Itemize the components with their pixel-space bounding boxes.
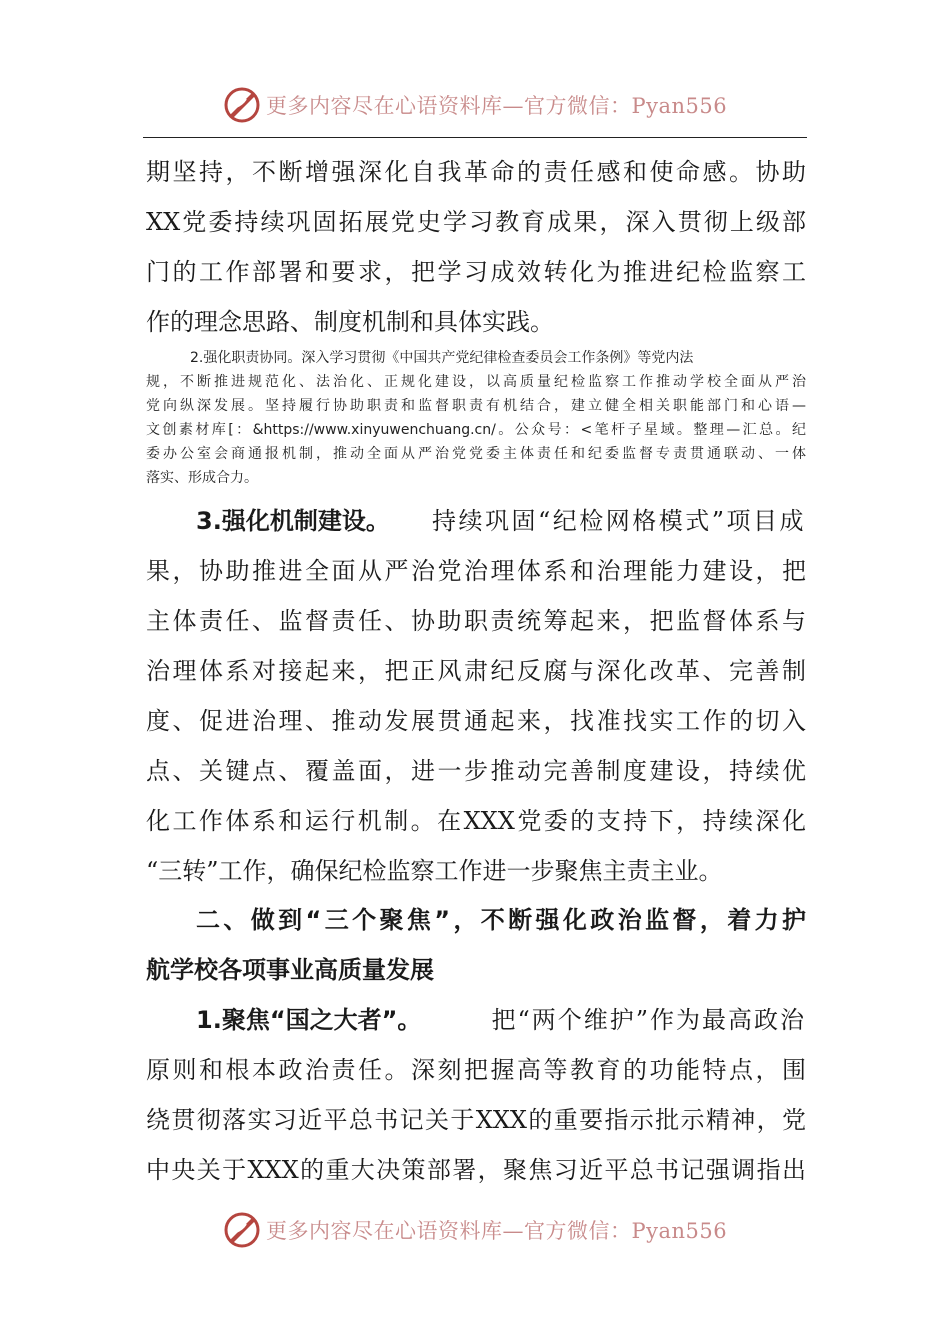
footer-banner-text: 更多内容尽在心语资料库—官方微信：Pyan556	[266, 1219, 728, 1243]
paragraph-line: 治理体系对接起来，把正风肃纪反腐与深化改革、完善制	[146, 657, 806, 685]
paragraph-line: 期坚持，不断增强深化自我革命的责任感和使命感。协助	[146, 158, 806, 186]
small-paragraph-line: 2.强化职责协同。深入学习贯彻《中国共产党纪律检查委员会工作条例》等党内法	[190, 350, 694, 366]
small-paragraph-line: 文创素材库[：&https://www.xinyuwenchuang.cn/。公众号：<笔杆子星域。整理—汇总。纪	[146, 422, 806, 438]
paragraph-line: 点、关键点、覆盖面，进一步推动完善制度建设，持续优	[146, 757, 806, 785]
header-banner-text: 更多内容尽在心语资料库—官方微信：Pyan556	[266, 94, 728, 118]
paragraph-line: 中央关于XXX的重大决策部署，聚焦习近平总书记强调指出	[146, 1156, 806, 1184]
paragraph-line: 度、促进治理、推动发展贯通起来，找准找实工作的切入	[146, 707, 806, 735]
section-3-first-line	[196, 501, 806, 541]
item-1-first-line	[196, 1000, 806, 1040]
header-divider	[143, 137, 807, 138]
footer-banner	[222, 1205, 742, 1255]
paragraph-line: 化工作体系和运行机制。在XXX党委的支持下，持续深化	[146, 807, 806, 835]
small-paragraph-line: 规，不断推进规范化、法治化、正规化建设，以高质量纪检监察工作推动学校全面从严治	[146, 374, 806, 390]
small-paragraph-line: 落实、形成合力。	[146, 470, 258, 486]
paragraph-line: 作的理念思路、制度机制和具体实践。	[146, 308, 554, 336]
paragraph-line: 绕贯彻落实习近平总书记关于XXX的重要指示批示精神，党	[146, 1106, 806, 1134]
paragraph-line: 原则和根本政治责任。深刻把握高等教育的功能特点，围	[146, 1056, 806, 1084]
paragraph-line: 果，协助推进全面从严治党治理体系和治理能力建设，把	[146, 557, 806, 585]
paragraph-line: 主体责任、监督责任、协助职责统筹起来，把监督体系与	[146, 607, 806, 635]
pen-logo-icon	[222, 85, 262, 125]
header-banner	[222, 80, 742, 130]
small-paragraph-line: 党向纵深发展。坚持履行协助职责和监督职责有机结合，建立健全相关职能部门和心语—	[146, 398, 806, 414]
paragraph-line: 门的工作部署和要求，把学习成效转化为推进纪检监察工	[146, 258, 806, 286]
small-paragraph-line: 委办公室会商通报机制，推动全面从严治党党委主体责任和纪委监督专责贯通联动、一体	[146, 446, 806, 462]
paragraph-line: “三转”工作，确保纪检监察工作进一步聚焦主责主业。	[146, 857, 723, 885]
paragraph-line: XX党委持续巩固拓展党史学习教育成果，深入贯彻上级部	[146, 208, 806, 236]
section-heading-line: 航学校各项事业高质量发展	[146, 956, 434, 984]
section-heading-line: 二、做到“三个聚焦”，不断强化政治监督，着力护	[196, 906, 806, 934]
section-3-first-text: 持续巩固“纪检网格模式”项目成	[431, 507, 806, 535]
section-3-heading: 3.强化机制建设。	[196, 507, 390, 535]
pen-logo-icon	[222, 1210, 262, 1250]
item-1-heading: 1.聚焦“国之大者”。	[196, 1006, 422, 1034]
item-1-first-text: 把“两个维护”作为最高政治	[491, 1006, 806, 1034]
